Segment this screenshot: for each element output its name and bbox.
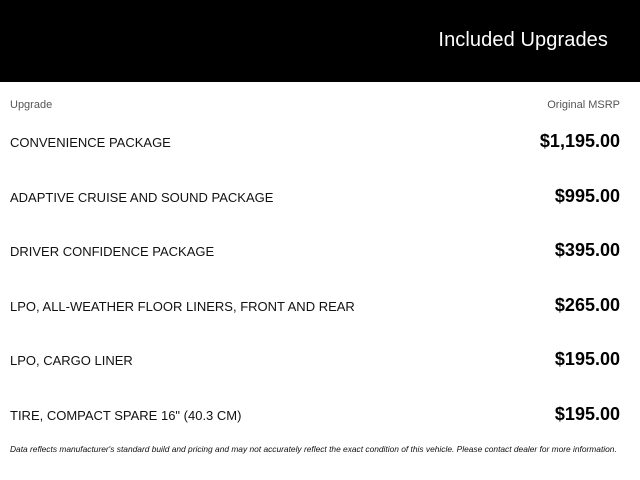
list-item bbox=[0, 116, 640, 171]
upgrade-name: DRIVER CONFIDENCE PACKAGE bbox=[10, 244, 215, 259]
upgrade-price: $195.00 bbox=[554, 349, 620, 369]
upgrade-price: $395.00 bbox=[554, 240, 620, 260]
header-bar bbox=[0, 0, 640, 82]
upgrade-name: LPO, ALL-WEATHER FLOOR LINERS, FRONT AND REAR bbox=[10, 298, 355, 314]
upgrade-price: $265.00 bbox=[554, 294, 620, 315]
upgrade-name: CONVENIENCE PACKAGE bbox=[10, 135, 171, 150]
upgrade-name: TIRE, COMPACT SPARE 16" (40.3 CM) bbox=[10, 407, 242, 423]
list-item bbox=[0, 334, 640, 389]
upgrade-price: $1,195.00 bbox=[539, 131, 620, 151]
upgrade-name: ADAPTIVE CRUISE AND SOUND PACKAGE bbox=[10, 189, 274, 205]
upgrade-price: $995.00 bbox=[554, 185, 620, 206]
upgrade-name: LPO, CARGO LINER bbox=[10, 353, 133, 368]
page-title: Included Upgrades bbox=[438, 29, 608, 51]
list-item bbox=[0, 225, 640, 280]
list-item bbox=[0, 389, 640, 444]
list-item bbox=[0, 171, 640, 226]
column-header-msrp: Original MSRP bbox=[547, 99, 620, 111]
upgrades-list bbox=[0, 116, 640, 443]
upgrade-price: $195.00 bbox=[554, 403, 620, 424]
disclaimer-text: Data reflects manufacturer's standard build and pricing and may not accurately reflect the exact condition of this vehicle. Please contact dealer for more information. bbox=[10, 444, 617, 454]
list-item bbox=[0, 280, 640, 335]
column-header-upgrade: Upgrade bbox=[10, 99, 53, 111]
